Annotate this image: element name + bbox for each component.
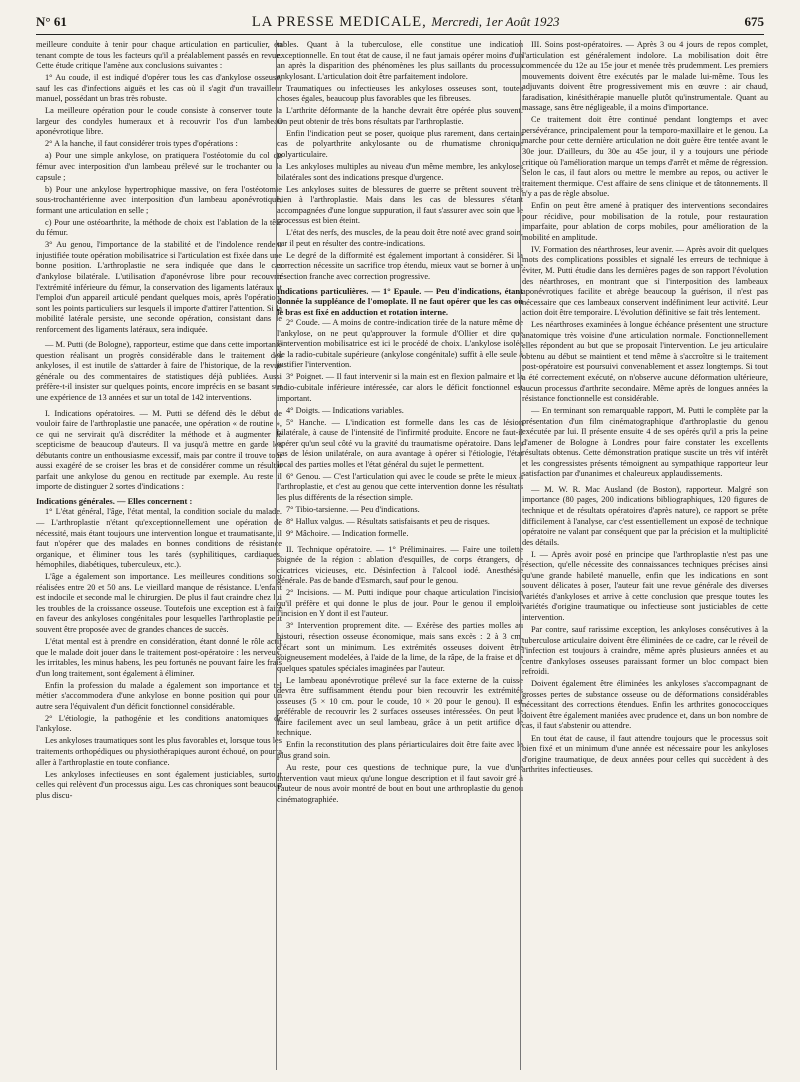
paragraph: 3° Poignet. — Il faut intervenir si la main est en flexion palmaire et la radio-cubitale inférieure intéressée, car alors le déficit fonctionnel est important. [277, 372, 523, 403]
paragraph: I. — Après avoir posé en principe que l'arthroplastie n'est pas une résection, qu'elle nécessite des connaissances techniques précises ainsi qu'une grande habileté manuelle, enfin que les indications en sont souvent délicates à poser, l'auteur fait une revue générale des diverses variétés d'ankyloses et arrive à cette conclusion que presque toutes les variétés d'origine traumatique ou infectieuse sont justiciables de cette intervention. [522, 549, 768, 622]
paragraph: 1° Au coude, il est indiqué d'opérer tous les cas d'ankylose osseuse, sauf les cas d'infections aiguës et les cas où il s'agit d'un travailleur manuel, possédant un bras très robuste. [36, 73, 282, 104]
paragraph: La meilleure opération pour le coude consiste à conserver toute la largeur des condyles humeraux et à recouvrir l'os d'un lambeau aponévrotique libre. [36, 106, 282, 137]
paragraph: 4° Doigts. — Indications variables. [286, 405, 404, 415]
paragraph: Enfin l'indication peut se poser, quoique plus rarement, dans certains cas de polyarthrite ankylosante ou de rhumatisme chronique polyarticulaire. [277, 128, 523, 159]
paragraph: Le degré de la difformité est également important à considérer. Si la correction nécessite un sacrifice trop étendu, mieux vaut se borner à une résection franche avec correction progressive. [277, 250, 523, 281]
page-number: 675 [744, 14, 764, 29]
paragraph: — M. Putti (de Bologne), rapporteur, estime que dans cette importante question réalisant un progrès considérable dans le traitement des ankyloses, il est inutile de s'attarder à faire de l'historique, de la revue générale ou des commentaires de statistiques déjà publiées. Aussi préfère-t-il insister sur quelques points, encore imprécis en se basant sur une expérience de 13 années et sur un total de 142 interventions. [36, 340, 282, 402]
paragraph: Les ankyloses traumatiques sont les plus favorables et, lorsque tous les traitements orthopédiques ou physiothérapiques auront échoué, on pourra aller à l'arthroplastie en toute confiance. [36, 736, 282, 767]
paragraph: Le lambeau aponévrotique prélevé sur la face externe de la cuisse devra être suffisamment étendu pour bien recouvrir les extrémités osseuses (5 × 10 cm. pour le coude, 10 × 20 pour le genou). Il est préférable de recouvrir les 2 surfaces osseuses intéressées. On peut le faire facilement avec un seul lambeau, grâce à un petit artifice de technique. [277, 675, 523, 738]
paragraph: Les ankyloses infectieuses en sont également justiciables, surtout celles qui relèvent d'un processus aigu. Les cas chroniques sont beaucoup plus discu- [36, 769, 282, 800]
paragraph: Enfin la reconstitution des plans périarticulaires doit être faite avec le plus grand soin. [277, 740, 523, 760]
text-column-3 [522, 40, 768, 1070]
paragraph: — En terminant son remarquable rapport, M. Putti le complète par la présentation d'un film cinématographique d'arthroplastie du genou exécutée par lui. Il présente ensuite 4 de ses opérés qu'il a pris la peine d'amener de Bologne à Londres pour faire constater les excellents résultats obtenus. Cette démonstration pratique suscite un très vif intérêt et les congressistes présents témoignent au sympathique rapporteur leur satisfaction par d'unanimes et chaleureux applaudissements. [522, 406, 768, 479]
paragraph: 7° Tibio-tarsienne. — Peu d'indications. [286, 504, 420, 514]
paragraph: En tout état de cause, il faut attendre toujours que le processus soit bien fixé et un minimum d'une année est nécessaire pour les ankyloses d'origine traumatique, de deux années pour celles qui succèdent à des arthrites infectieuses. [522, 733, 768, 775]
paragraph: 5° Hanche. — L'indication est formelle dans les cas de lésion bilatérale, à cause de l'intensité de l'infirmité produite. Encore ne faut-il opérer qu'un seul côté vu la gravité du traumatisme opératoire. Dans les cas de lésion unilatérale, on aura avantage à opérer si l'étiologie, l'état local des parties molles et l'état général du sujet le permettent. [277, 417, 523, 469]
paragraph: tables. Quant à la tuberculose, elle constitue une indication exceptionnelle. En tout état de cause, il ne faut jamais opérer moins d'un an après la disparition des phénomènes les plus saillants du processus ankylosant. L'articulation doit être parfaitement indolore. [277, 40, 523, 81]
paragraph: Par contre, sauf rarissime exception, les ankyloses consécutives à la tuberculose articulaire doivent être éliminées de ce cadre, car le réveil de l'infection est toujours à craindre, même après plusieurs années et au centre d'ankyloses osseuses paraissant former un bloc compact bien refroidi. [522, 625, 768, 677]
paragraph: Enfin la profession du malade a également son importance et tel métier s'accommodera d'une ankylose en bonne position qui pour un autre sera l'équivalent d'un déficit fonctionnel considérable. [36, 680, 282, 711]
paragraph: 3° Au genou, l'importance de la stabilité et de l'indolence rendent injustifiée toute opération mobilisatrice si l'articulation est fixée dans une bonne position. L'arthroplastie ne sera indiquée que dans le cas d'ankylose bilatérale. L'utilisation d'aponévrose libre pour recouvrir l'extrémité inférieure du fémur, la conservation des ligaments latéraux et l'emploi d'un appareil articulé pendant quelques mois, après l'opération, sont les points particuliers sur lesquels il importe d'attirer l'attention. Si la mobilité latérale persiste, une seconde opération, consistant dans le renforcement des ligaments latéraux, sera indiquée. [36, 240, 282, 334]
section-heading: Indications particulières. — 1° Epaule. — Peu d'indications, étant donnée la suppléance de l'omoplate. Il ne faut opérer que les cas où le bras est fixé en adduction et rotation interne. [277, 285, 523, 317]
section-heading: Indications générales. — Elles concernent : [36, 495, 193, 506]
paragraph: meilleure conduite à tenir pour chaque articulation en particulier, en tenant compte de tous les facteurs qu'il a préalablement passés en revue. Cette étude critique l'amène aux conclusions suivantes : [36, 40, 282, 71]
header-rule [36, 34, 764, 35]
paragraph: Au reste, pour ces questions de technique pure, la vue d'une intervention vaut mieux qu'une longue description et il faut savoir gré à l'auteur de nous avoir montré de bout en bout une arthroplastie du genou cinématographiée. [277, 763, 523, 804]
paragraph: Traumatiques ou infectieuses les ankyloses osseuses sont, toutes choses égales, beaucoup plus favorables que les fibreuses. [277, 83, 523, 104]
paragraph: I. Indications opératoires. — M. Putti se défend dès le début de vouloir faire de l'arthroplastie une panacée, une opération « de routine », ce qui ne servirait qu'à discréditer la méthode et à augmenter le scepticisme de beaucoup d'auteurs. Il va jusqu'à mettre en garde les débutants contre un enthousiasme excessif, mais par contre il trouve tout aussi exagéré de se croiser les bras et de considérer comme un résultat parfait une ankylose du genou en rectitude par exemple. Au reste il importe de distinguer 2 sortes d'indications : [36, 408, 282, 492]
journal-masthead [252, 14, 560, 31]
paragraph: 6° Genou. — C'est l'articulation qui avec le coude se prête le mieux à l'arthroplastie, et c'est au genou que cette intervention donne les résultats les plus différents de la résection simple. [277, 471, 523, 502]
paragraph: a) Pour une simple ankylose, on pratiquera l'ostéotomie du col du fémur avec interposition d'un lambeau prélevé sur le trochanter ou la capsule ; [36, 151, 282, 182]
paragraph: L'état mental est à prendre en considération, étant donné le rôle actif que le malade doit jouer dans le traitement post-opératoire : les nerveux, les irritables, les minus habens, les peu fortunés ne pouvant faire les frais d'un long traitement, sont également à éliminer. [36, 637, 282, 678]
paragraph: 2° A la hanche, il faut considérer trois types d'opérations : [45, 139, 238, 149]
paragraph: IV. Formation des néarthroses, leur avenir. — Après avoir dit quelques mots des complications possibles et signalé les erreurs de technique à éviter, M. Putti étudie dans les dernières pages de son rapport l'évolution des néarthroses, en montrant que si l'interposition des lambeaux aponévrotiques facilite et abrège beaucoup la guérison, il n'est pas nécessaire que ces lambeaux conservent indéfiniment leur activité. Leur action doit être temporaire. L'évolution définitive se fait très lentement. [522, 244, 768, 318]
page-header [36, 14, 764, 34]
paragraph: b) Pour une ankylose hypertrophique massive, on fera l'ostéotomie sous-trochantérienne avec interposition d'un lambeau aponévrotique, formant une articulation en selle ; [36, 184, 282, 215]
paragraph: 2° L'étiologie, la pathogénie et les conditions anatomiques de l'ankylose. [36, 713, 282, 734]
column-divider [520, 40, 521, 1070]
paragraph: 2° Incisions. — M. Putti indique pour chaque articulation l'incision qu'il préfère et qui donne le plus de jour. Pour le genou il emploie l'incision en Y dont il est l'auteur. [277, 588, 523, 619]
paragraph: 2° Coude. — A moins de contre-indication tirée de la nature même de l'ankylose, on ne peut qu'approuver la formule d'Ollier et dire que l'intervention mobilisatrice est ici le procédé de choix. L'ankylose isolée de la radio-cubitale supérieure (ankylose congénitale) suffit à elle seule à justifier l'intervention. [277, 318, 523, 370]
paragraph: Ce traitement doit être continué pendant longtemps et avec persévérance, principalement pour la temporo-maxillaire et le genou. La marche pour cette dernière articulation ne doit guère être tentée avant le 30e jour. D'ailleurs, du 30e au 45e jour, il y a toujours une période critique où l'amélioration marque un temps d'arrêt et même de régression. Selon le cas, il faut alors ou mettre le membre au repos, ou activer le traitement thermique. C'est affaire de sens clinique et de tâtonnements. Il n'y a pas de règle absolue. [522, 115, 768, 199]
paragraph: III. Soins post-opératoires. — Après 3 ou 4 jours de repos complet, l'articulation est généralement indolore. La mobilisation doit être commencée du 12e au 15e jour et menée très prudemment. Les premiers mouvements doivent être exécutés par le malade lui-même. Tous les adjuvants doivent être progressivement mis en œuvre : air chaud, faradisation, kinésithérapie manuelle plutôt qu'instrumentale. Quant au massage, sans être négligeable, il a moins d'importance. [522, 40, 768, 113]
paragraph: 8° Hallux valgus. — Résultats satisfaisants et peu de risques. [286, 517, 490, 527]
paragraph: Enfin on peut être amené à pratiquer des interventions secondaires pour récidive, pour mobilisation de la rotule, pour restauration imparfaite, pour ablation de corps mobiles, pour amélioration de la mobilité en amplitude. [522, 201, 768, 242]
paragraph: — M. W. R. Mac Ausland (de Boston), rapporteur. Malgré son importance (80 pages, 200 indications bibliographiques, 120 figures de technique et de résultats opératoires d'après nature), ce rapport se prête difficilement à l'analyse, car c'est essentiellement un exposé de technique opératoire ne valant par conséquent que par la précision et la multiplicité des détails. [522, 484, 768, 547]
paragraph: Les ankyloses multiples au niveau d'un même membre, les ankyloses bilatérales sont des indications presque d'urgence. [277, 162, 523, 182]
paragraph: 9° Mâchoire. — Indication formelle. [286, 529, 409, 539]
paragraph: II. Technique opératoire. — 1° Préliminaires. — Faire une toilette soignée de la région : ablation d'esquilles, de corps étrangers, de cicatrices vicieuses, etc. Désinfection à l'alcool iodé. Anesthésie générale. Pas de bande d'Esmarch, sauf pour le genou. [277, 544, 523, 586]
paragraph: Doivent également être éliminées les ankyloses s'accompagnant de grosses pertes de substance osseuse ou de déformations considérables nécessitant des corrections étendues. Enfin les arthrites gonococciques doivent être également maniées avec prudence et, dans un bon nombre de cas, il faut s'abstenir ou attendre. [522, 679, 768, 731]
paragraph: L'âge a également son importance. Les meilleures conditions sont réalisées entre 20 et 50 ans. Le vieillard manque de résistance. L'enfant est indocile et seconde mal le chirurgien. De plus il faut craindre chez lui les troubles de la croissance osseuse. Toutefois une exception est à faire en faveur des ankyloses congénitales pour lesquelles l'arthroplastie peut souvent être proposée avec de grandes chances de succès. [36, 572, 282, 634]
paragraph: L'état des nerfs, des muscles, de la peau doit être noté avec grand soin, car il peut en résulter des contre-indications. [277, 228, 523, 248]
text-column-1 [36, 40, 282, 1070]
paragraph: Les néarthroses examinées à longue échéance présentent une structure anatomique très voisine d'une articulation normale. Fonctionnellement elles répondent au but que se proposait l'intervention. Le jeu articulaire obtenu au début se maintient et tend même à s'accroître si le traitement post-opératoire est poursuivi convenablement et assez longtemps. Si tout a été correctement exécuté, on n'observe aucune déformation ultérieure, aucun processus d'arthrite secondaire. Même après de longues années la résistance fonctionnelle est considérable. [522, 320, 768, 404]
journal-title: LA PRESSE MEDICALE, [251, 14, 427, 30]
paragraph: 1° L'état général, l'âge, l'état mental, la condition sociale du malade. — L'arthroplastie n'étant qu'exceptionnellement une opération de nécessité, mais étant toujours une intervention longue et traumatisante, il faut n'opérer que des malades en bonnes conditions de résistance organique, et éliminer tous les tarés (syphilitiques, cardiaques, hémophiles, diabétiques, tuberculeux, etc.). [36, 507, 282, 570]
paragraph: c) Pour une ostéoarthrite, la méthode de choix est l'ablation de la tête du fémur. [36, 217, 282, 238]
text-column-2 [277, 40, 523, 1070]
issue-date: Mercredi, 1er Août 1923 [431, 14, 560, 29]
issue-number: N° 61 [36, 14, 67, 29]
paragraph: L'arthrite déformante de la hanche devrait être opérée plus souvent. On peut obtenir de très bons résultats par l'arthroplastie. [277, 106, 523, 126]
paragraph: Les ankyloses suites de blessures de guerre se prêtent souvent très bien à l'arthroplastie. Mais dans les cas de blessures s'étant accompagnées d'une longue suppuration, il faut s'assurer avec soin que le processus est bien éteint. [277, 184, 523, 226]
paragraph: 3° Intervention proprement dite. — Exérèse des parties molles au bistouri, résection osseuse économique, mais sans excès : 2 à 3 cm. d'écart sont un minimum. Les extrémités osseuses doivent être soigneusement modelées, à l'aide de la lime, de la râpe, de la fraise et de quelques spatules spéciales imaginées par l'auteur. [277, 621, 523, 673]
